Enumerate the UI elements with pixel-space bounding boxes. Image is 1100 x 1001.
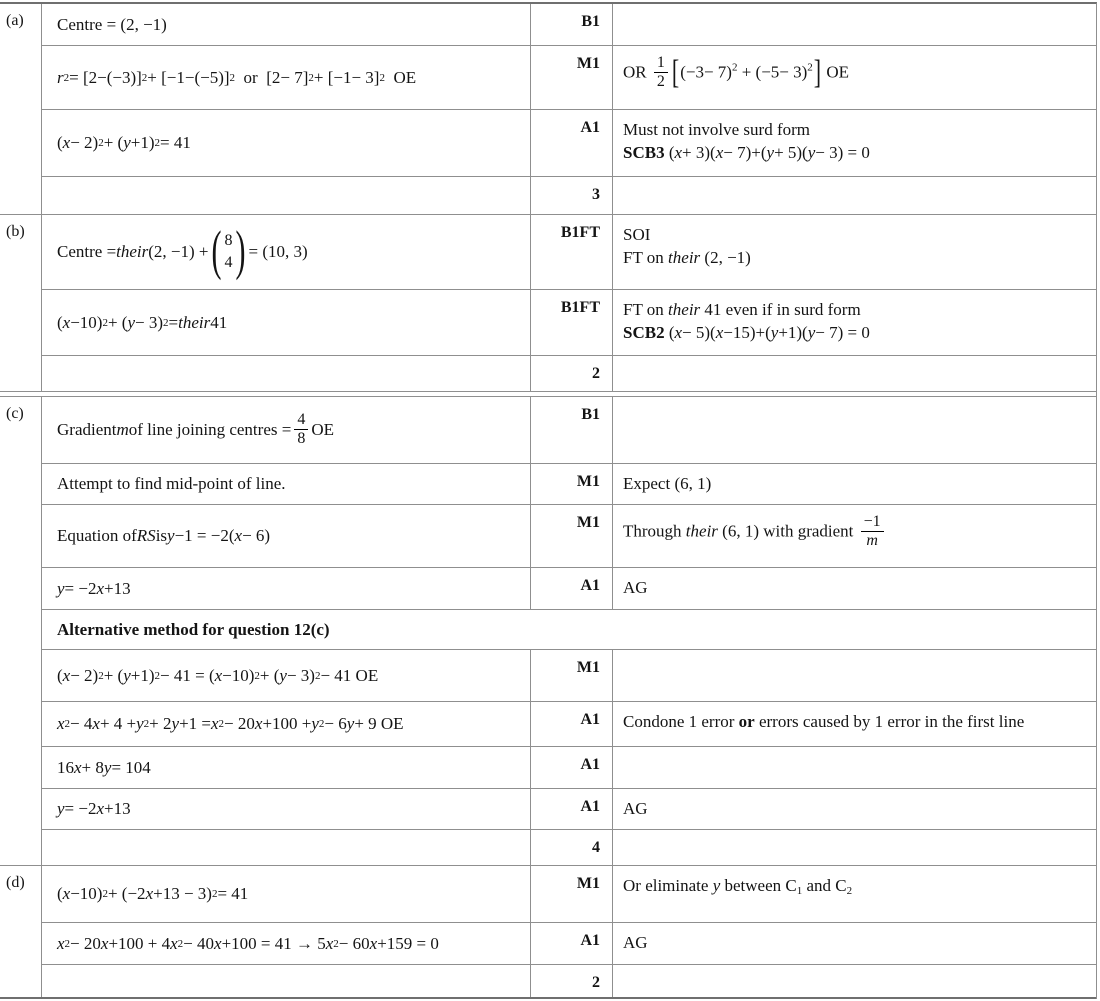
text-run: − 41 OE [320, 665, 379, 685]
text-run: Expect (6, 1) [623, 474, 712, 493]
text-run: x [92, 714, 100, 733]
comment-cell [613, 923, 1096, 964]
comment-cell [613, 789, 1096, 829]
text-run: −10) [70, 884, 103, 903]
text-run: +159 = 0 [377, 933, 439, 953]
section-c [0, 397, 1096, 866]
text-run: y [766, 142, 775, 162]
text-run: = −2 [64, 799, 97, 818]
text-run: 1 [796, 885, 803, 897]
text-run: y [167, 526, 175, 545]
total-marks-cell: 2 [530, 965, 613, 997]
mark-cell: A1 [530, 702, 613, 746]
text-run: (−3− 7) [680, 62, 732, 82]
text-run: their [668, 300, 701, 319]
text-run: = −2 [64, 578, 97, 598]
table-row [42, 355, 1096, 391]
text-run: [ [671, 52, 680, 92]
text-run: their [116, 242, 149, 261]
mark-cell: A1 [530, 110, 613, 176]
text-run: x [96, 578, 105, 598]
answer-cell: r 2 = [2−(−3)] 2 + [−1−(−5)] 2 or [2− 7] 2 + [−1− 3] 2 OE [57, 67, 417, 87]
text-run: +13 [104, 578, 131, 598]
text-run: + 4 + [99, 714, 137, 733]
text-run: +13 [104, 799, 131, 818]
text-run: r [57, 67, 64, 87]
answer-cell: x 2 − 20 x +100 + 4 x 2 − 40 x +100 = 41 → 5 x 2 − 60 x +159 = 0 [57, 933, 439, 953]
text-run: x [170, 933, 178, 953]
text-run: − 3) = 0 [815, 142, 870, 162]
text-run: − 20 [224, 714, 255, 733]
mark-cell: M1 [530, 46, 613, 109]
text-run: x [62, 312, 71, 332]
text-run: ( [57, 665, 63, 685]
comment-cell [613, 965, 1096, 997]
text-run: Equation of [57, 526, 137, 545]
table-row [42, 922, 1096, 964]
part-label: (c) [0, 397, 42, 865]
text-run: y [770, 322, 779, 342]
text-run: − 41 = ( [160, 665, 215, 685]
text-run: (2, −1) + [148, 242, 209, 261]
text-run: − 3) [286, 665, 315, 685]
text-run: ( [57, 133, 63, 152]
text-run: − 2) [70, 133, 99, 152]
comment-cell [613, 290, 1096, 355]
text-run: x [325, 933, 334, 953]
text-run: x [214, 665, 223, 685]
text-run: x [234, 526, 243, 545]
table-row [42, 289, 1096, 355]
text-run: SCB3 [623, 142, 665, 162]
text-run: or [2− 7] [235, 67, 309, 87]
text-run: −1 = −2( [174, 526, 235, 545]
text-run: m [116, 420, 129, 439]
text-run: = 41 [217, 884, 249, 903]
text-run: = [2−(−3)] [69, 67, 142, 87]
text-run: + 9 OE [354, 714, 404, 733]
text-run: − 5)( [682, 322, 716, 342]
text-run: x [62, 665, 71, 685]
text-run: FT on [623, 300, 669, 319]
text-run: y [311, 714, 319, 733]
comment-cell [613, 650, 1096, 701]
text-run: SOI [623, 225, 651, 244]
answer-cell [42, 4, 530, 45]
text-run: +1) [130, 665, 155, 685]
text-run: + 8 [81, 757, 104, 777]
text-run: −10) [222, 665, 255, 685]
table-row [42, 45, 1096, 109]
mark-cell: M1 [530, 650, 613, 701]
comment-cell [613, 4, 1096, 45]
text-run: + ( [103, 665, 124, 685]
text-run: their [178, 312, 211, 332]
text-run: x [100, 933, 109, 953]
text-run: y [807, 142, 816, 162]
text-run: their [685, 521, 718, 541]
text-run: − 2) [70, 665, 99, 685]
answer-cell: ( x − 2) 2 + ( y +1) 2 − 41 = ( x −10) 2 + ( y − 3) 2 − 41 OE [57, 665, 379, 685]
table-row [42, 567, 1096, 609]
section-rows [42, 866, 1096, 997]
text-run: = 41 [160, 133, 191, 152]
section-d [0, 866, 1096, 999]
text-run: ( [664, 142, 675, 162]
table-row [42, 829, 1096, 865]
text-run: x [254, 714, 263, 733]
part-label: (b) [0, 215, 42, 391]
table-row [42, 4, 1096, 45]
text-run: SCB2 [623, 322, 665, 342]
answer-cell [42, 356, 530, 391]
text-run: y [279, 665, 287, 685]
text-run: of line joining centres = [128, 420, 292, 439]
text-run: + (−5− 3) [737, 62, 808, 82]
answer-cell [42, 464, 530, 504]
text-run: +1)( [778, 322, 808, 342]
total-marks-cell: 2 [530, 356, 613, 391]
text-run: is [155, 526, 168, 545]
table-row [42, 964, 1096, 997]
fraction: $\frac{-1}{m}$ [861, 513, 884, 550]
total-marks-cell: 4 [530, 830, 613, 865]
text-run: errors caused by 1 error in the first line [754, 712, 1025, 731]
section-b [0, 215, 1096, 392]
table-row [42, 609, 1096, 649]
text-run: 2 [731, 61, 738, 74]
text-run: y [136, 714, 144, 733]
table-row [42, 397, 1096, 463]
text-run: + [−1− 3] [313, 67, 380, 87]
text-run: AG [623, 578, 648, 597]
part-label: (d) [0, 866, 42, 997]
answer-cell [42, 397, 530, 463]
text-run: = [168, 312, 179, 332]
mark-cell: B1 [530, 397, 613, 463]
comment-cell [613, 110, 1096, 176]
answer-cell: ( x −10) 2 + ( y − 3) 2 = their 41 [57, 312, 228, 332]
text-run: y [171, 714, 180, 733]
text-run: x [715, 142, 724, 162]
comment-cell [613, 177, 1096, 214]
text-run: Or eliminate [623, 876, 713, 895]
text-run: 16 [57, 757, 74, 777]
answer-cell [42, 830, 530, 865]
section-rows [42, 397, 1096, 865]
answer-cell: x 2 − 4 x + 4 + y 2 + 2 y +1 = x 2 − 20 x +100 + y 2 − 6 y + 9 OE [57, 714, 404, 733]
text-run: RS [136, 526, 156, 545]
comment-cell [613, 866, 1096, 922]
text-run: x [674, 322, 683, 342]
answer-cell [42, 215, 530, 289]
text-run: − 60 [338, 933, 370, 953]
text-run: x [62, 133, 71, 152]
mark-cell: M1 [530, 866, 613, 922]
answer-cell [42, 505, 530, 567]
text-run: FT on [623, 247, 669, 267]
text-run: + ( [103, 133, 124, 152]
text-run: −15)+( [723, 322, 771, 342]
table-row [42, 504, 1096, 567]
text-run: Centre = [57, 242, 117, 261]
answer-cell [42, 965, 530, 997]
text-run: 2 [846, 885, 853, 897]
text-run: − 7)+( [723, 142, 767, 162]
text-run: x [62, 884, 71, 903]
text-run: x [211, 714, 219, 733]
alt-method-header [42, 610, 1096, 649]
text-run: Centre = (2, −1) [57, 14, 167, 34]
table-row [42, 649, 1096, 701]
text-run: = 104 [111, 757, 151, 777]
text-run: + ( [259, 665, 280, 685]
mark-cell: B1 [530, 4, 613, 45]
text-run: 41 [210, 312, 228, 332]
text-run: y [127, 312, 136, 332]
text-run: y [807, 322, 816, 342]
text-run: − 6 [324, 714, 347, 733]
fraction: $\frac{4}{8}$ [294, 411, 308, 448]
part-label: (a) [0, 4, 42, 214]
column-vector: ( 8 4 ) [211, 220, 246, 282]
text-run: OE [822, 62, 850, 82]
text-run: x [74, 757, 82, 777]
text-run: x [57, 714, 65, 733]
text-run: 2 [807, 61, 813, 74]
text-run: y [123, 133, 131, 152]
text-run: Alternative method for question 12(c) [57, 619, 330, 639]
text-run: x [214, 933, 222, 953]
table-row [42, 701, 1096, 746]
text-run: y [103, 757, 112, 777]
mark-scheme-table [0, 2, 1097, 999]
comment-cell [613, 356, 1096, 391]
text-run: Gradient [57, 420, 117, 439]
text-run: +100 = 41 → 5 [221, 933, 326, 953]
text-run: Condone 1 error [623, 712, 739, 731]
answer-cell [42, 747, 530, 788]
text-run: − 40 [183, 933, 215, 953]
comment-cell [613, 215, 1096, 289]
mark-cell: M1 [530, 505, 613, 567]
text-run: ( [664, 322, 675, 342]
text-run: ( [57, 312, 63, 332]
text-run: OE [384, 67, 417, 87]
answer-cell [42, 177, 530, 214]
fraction: $\frac{1}{2}$ [654, 54, 668, 91]
text-run: x [369, 933, 378, 953]
text-run: ( [57, 884, 63, 903]
text-run: − 20 [70, 933, 101, 953]
text-run: − 7) = 0 [815, 322, 870, 342]
text-run: + ( [107, 312, 128, 332]
text-run: x [145, 884, 154, 903]
text-run: +1 = [179, 714, 211, 733]
text-run: (2, −1) [700, 247, 751, 267]
text-run: +13 − 3) [153, 884, 212, 903]
table-row [42, 109, 1096, 176]
text-run: y [712, 876, 721, 895]
section-a [0, 4, 1096, 215]
comment-cell [613, 464, 1096, 504]
table-row [42, 215, 1096, 289]
table-row [42, 866, 1096, 922]
answer-cell: ( x − 2) 2 + ( y +1) 2 = 41 [57, 133, 191, 152]
text-run: +100 + 4 [108, 933, 171, 953]
mark-cell: M1 [530, 464, 613, 504]
table-row [42, 176, 1096, 214]
text-run: 41 even if in surd form [700, 300, 861, 319]
comment-cell [613, 505, 1096, 567]
section-rows [42, 215, 1096, 391]
mark-cell: A1 [530, 789, 613, 829]
text-run: ] [813, 52, 822, 92]
total-marks-cell: 3 [530, 177, 613, 214]
text-run: (6, 1) with gradient [717, 521, 858, 541]
mark-cell: B1FT [530, 215, 613, 289]
text-run: − 4 [70, 714, 93, 733]
comment-cell [613, 830, 1096, 865]
text-run: y [57, 799, 65, 818]
answer-cell [42, 568, 530, 609]
text-run: Attempt to find mid-point of line. [57, 474, 286, 493]
text-run: +100 + [262, 714, 312, 733]
text-run: y [57, 578, 65, 598]
text-run: x [57, 933, 65, 953]
text-run: − 6) [242, 526, 271, 545]
answer-cell [42, 789, 530, 829]
text-run: their [668, 247, 701, 267]
mark-cell: A1 [530, 568, 613, 609]
text-run: + 3)( [682, 142, 716, 162]
table-row [42, 788, 1096, 829]
comment-cell [613, 747, 1096, 788]
text-run: Through [623, 521, 686, 541]
text-run: + 2 [149, 714, 172, 733]
table-row [42, 463, 1096, 504]
text-run: AG [623, 933, 648, 952]
text-run: between C [720, 876, 797, 895]
text-run: or [738, 712, 755, 731]
mark-cell: A1 [530, 747, 613, 788]
mark-cell: A1 [530, 923, 613, 964]
text-run: + [−1−(−5)] [147, 67, 230, 87]
text-run: Must not involve surd form [623, 120, 810, 139]
answer-cell: ( x −10) 2 + (−2 x +13 − 3) 2 = 41 [57, 884, 249, 903]
text-run: x [96, 799, 105, 818]
comment-cell [613, 46, 1096, 109]
text-run: y [123, 665, 131, 685]
comment-cell [613, 397, 1096, 463]
text-run: x [715, 322, 724, 342]
text-run: OE [311, 420, 334, 439]
text-run: x [674, 142, 683, 162]
section-rows [42, 4, 1096, 214]
text-run: +1) [130, 133, 155, 152]
text-run: y [346, 714, 355, 733]
text-run: and C [802, 876, 847, 895]
text-run: AG [623, 799, 648, 818]
comment-cell [613, 702, 1096, 746]
comment-cell [613, 568, 1096, 609]
text-run: = (10, 3) [248, 242, 308, 261]
text-run: + (−2 [107, 884, 146, 903]
text-run: + 5)( [774, 142, 808, 162]
text-run: − 3) [135, 312, 164, 332]
mark-cell: B1FT [530, 290, 613, 355]
text-run: OR [623, 62, 651, 82]
text-run: −10) [70, 312, 103, 332]
table-row [42, 746, 1096, 788]
